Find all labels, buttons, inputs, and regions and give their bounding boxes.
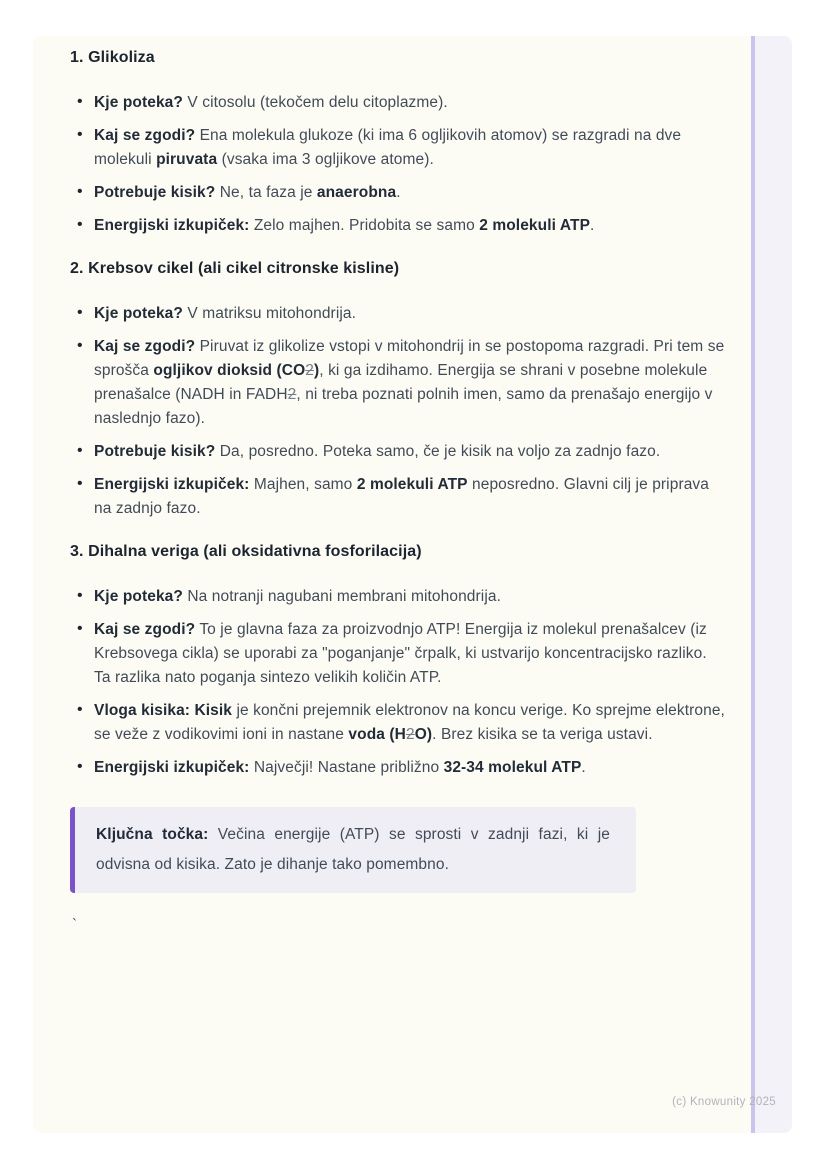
section-heading: 1. Glikoliza [70, 49, 155, 66]
bullet-text: • Kje poteka? V citosolu (tekočem delu citoplazme). [94, 94, 448, 111]
bullet-text: • Vloga kisika: Kisik je končni prejemnik elektronov na koncu verige. Ko sprejme elektrone, se veže z vodikovimi ioni in nastane voda (H2O). Brez kisika se ta veriga ustavi. [94, 702, 725, 743]
bullet-item [70, 214, 726, 238]
bullet-item [70, 335, 726, 431]
document-page [33, 36, 792, 1133]
section-heading: 3. Dihalna veriga (ali oksidativna fosforilacija) [70, 543, 422, 560]
bullet-item [70, 302, 726, 326]
bullet-text: • Energijski izkupiček: Majhen, samo 2 molekuli ATP neposredno. Glavni cilj je priprava na zadnjo fazo. [94, 476, 709, 517]
bullet-text: • Potrebuje kisik? Ne, ta faza je anaerobna. [94, 184, 401, 201]
bullet-item [70, 585, 726, 609]
bullet-item [70, 618, 726, 690]
document-content [33, 36, 730, 937]
bullet-item [70, 756, 726, 780]
section-heading: 2. Krebsov cikel (ali cikel citronske kisline) [70, 260, 400, 277]
bullet-item [70, 181, 726, 205]
watermark: (c) Knowunity 2025 [672, 1096, 776, 1108]
stray-backtick-character: ` [72, 916, 78, 933]
bullet-item [70, 440, 726, 464]
bullet-list [70, 91, 730, 238]
key-point-box [70, 807, 636, 893]
bullet-item [70, 699, 726, 747]
bullet-text: • Energijski izkupiček: Največji! Nastane približno 32-34 molekul ATP. [94, 759, 586, 776]
bullet-text: • Kje poteka? V matriksu mitohondrija. [94, 305, 357, 322]
bullet-text: • Kje poteka? Na notranji nagubani membrani mitohondrija. [94, 588, 501, 605]
bullet-item [70, 473, 726, 521]
key-point-text: Ključna točka: Večina energije (ATP) se sprosti v zadnji fazi, ki je odvisna od kisika. Zato je dihanje tako pomembno. [96, 826, 610, 873]
bullet-text: • Kaj se zgodi? Ena molekula glukoze (ki ima 6 ogljikovih atomov) se razgradi na dve molekuli piruvata (vsaka ima 3 ogljikove atome). [94, 127, 682, 168]
bullet-list [70, 585, 730, 780]
bullet-text: • Potrebuje kisik? Da, posredno. Poteka samo, če je kisik na voljo za zadnjo fazo. [94, 443, 661, 460]
bullet-text: • Energijski izkupiček: Zelo majhen. Pridobita se samo 2 molekuli ATP. [94, 217, 595, 234]
page-edge-divider [751, 36, 792, 1133]
bullet-text: • Kaj se zgodi? To je glavna faza za proizvodnjo ATP! Energija iz molekul prenašalcev (iz Krebsovega cikla) se uporabi za "poganjanje" črpalk, ki ustvarijo koncentracijsko razliko. Ta razlika nato poganja sintezo velikih količin ATP. [94, 621, 707, 686]
bullet-item [70, 91, 726, 115]
bullet-list [70, 302, 730, 521]
bullet-text: • Kaj se zgodi? Piruvat iz glikolize vstopi v mitohondrij in se postopoma razgradi. Pri tem se sprošča ogljikov dioksid (CO2), ki ga izdihamo. Energija se shrani v posebne molekule prenašalce (NADH in FADH2, ni treba poznati polnih imen, samo da prenašajo energijo v naslednjo fazo). [94, 338, 725, 427]
bullet-item [70, 124, 726, 172]
